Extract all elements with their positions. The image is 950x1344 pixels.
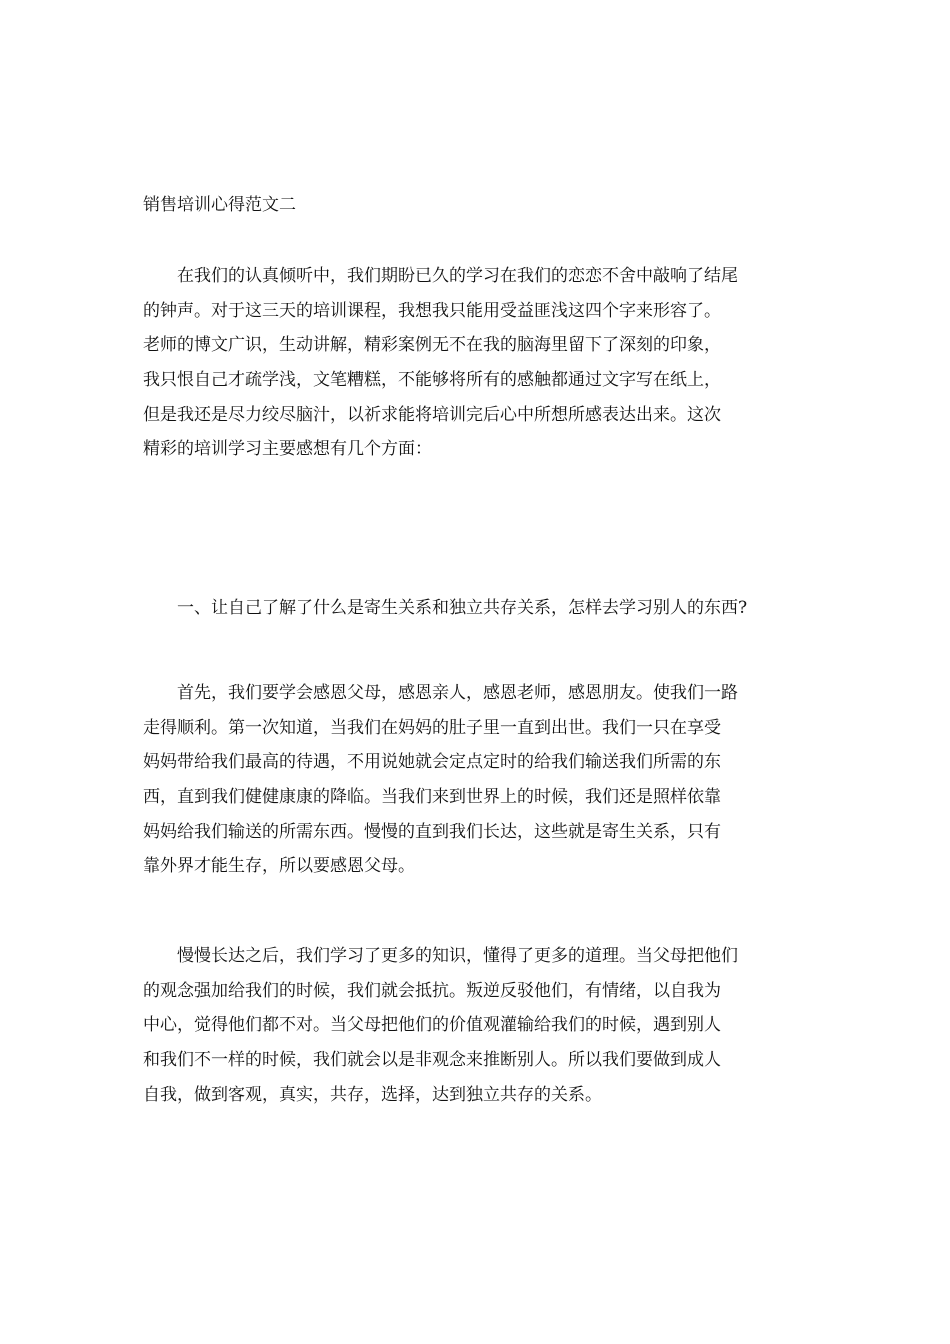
text-line: 妈妈给我们输送的所需东西。慢慢的直到我们长达，这些就是寄生关系，只有 xyxy=(143,821,721,842)
text-line: 西，直到我们健健康康的降临。当我们来到世界上的时候，我们还是照样依靠 xyxy=(143,787,721,808)
text-line: 我只恨自己才疏学浅，文笔糟糕，不能够将所有的感触都通过文字写在纸上， xyxy=(143,370,721,391)
text-line: 老师的博文广识，生动讲解，精彩案例无不在我的脑海里留下了深刻的印象， xyxy=(143,335,721,356)
text-line: 的钟声。对于这三天的培训课程，我想我只能用受益匪浅这四个字来形容了。 xyxy=(143,300,721,321)
text-line: 首先，我们要学会感恩父母，感恩亲人，感恩老师，感恩朋友。使我们一路 xyxy=(177,683,738,703)
text-line: 靠外界才能生存，所以要感恩父母。 xyxy=(143,856,415,877)
text-line: 在我们的认真倾听中，我们期盼已久的学习在我们的恋恋不舍中敲响了结尾 xyxy=(177,266,738,286)
text-line: 和我们不一样的时候，我们就会以是非观念来推断别人。所以我们要做到成人 xyxy=(143,1050,721,1071)
text-line: 中心，觉得他们都不对。当父母把他们的价值观灌输给我们的时候，遇到别人 xyxy=(143,1015,721,1036)
paragraph-gratitude xyxy=(143,676,815,884)
document-title: 销售培训心得范文二 xyxy=(143,195,296,215)
text-line: 但是我还是尽力绞尽脑汁，以祈求能将培训完后心中所想所感表达出来。这次 xyxy=(143,404,721,425)
text-line: 走得顺利。第一次知道，当我们在妈妈的肚子里一直到出世。我们一只在享受 xyxy=(143,717,721,738)
text-line: 精彩的培训学习主要感想有几个方面： xyxy=(143,439,432,460)
text-line: 的观念强加给我们的时候，我们就会抵抗。叛逆反驳他们，有情绪，以自我为 xyxy=(143,980,721,1001)
paragraph-intro xyxy=(143,259,815,467)
paragraph-growing-up xyxy=(143,939,815,1112)
text-line: 自我，做到客观，真实，共存，选择，达到独立共存的关系。 xyxy=(143,1084,602,1105)
section-heading-1 xyxy=(143,591,815,626)
text-line: 妈妈带给我们最高的待遇，不用说她就会定点定时的给我们输送我们所需的东 xyxy=(143,752,721,773)
text-line: 慢慢长达之后，我们学习了更多的知识，懂得了更多的道理。当父母把他们 xyxy=(177,946,738,966)
text-line: 一、让自己了解了什么是寄生关系和独立共存关系，怎样去学习别人的东西? xyxy=(177,598,748,618)
